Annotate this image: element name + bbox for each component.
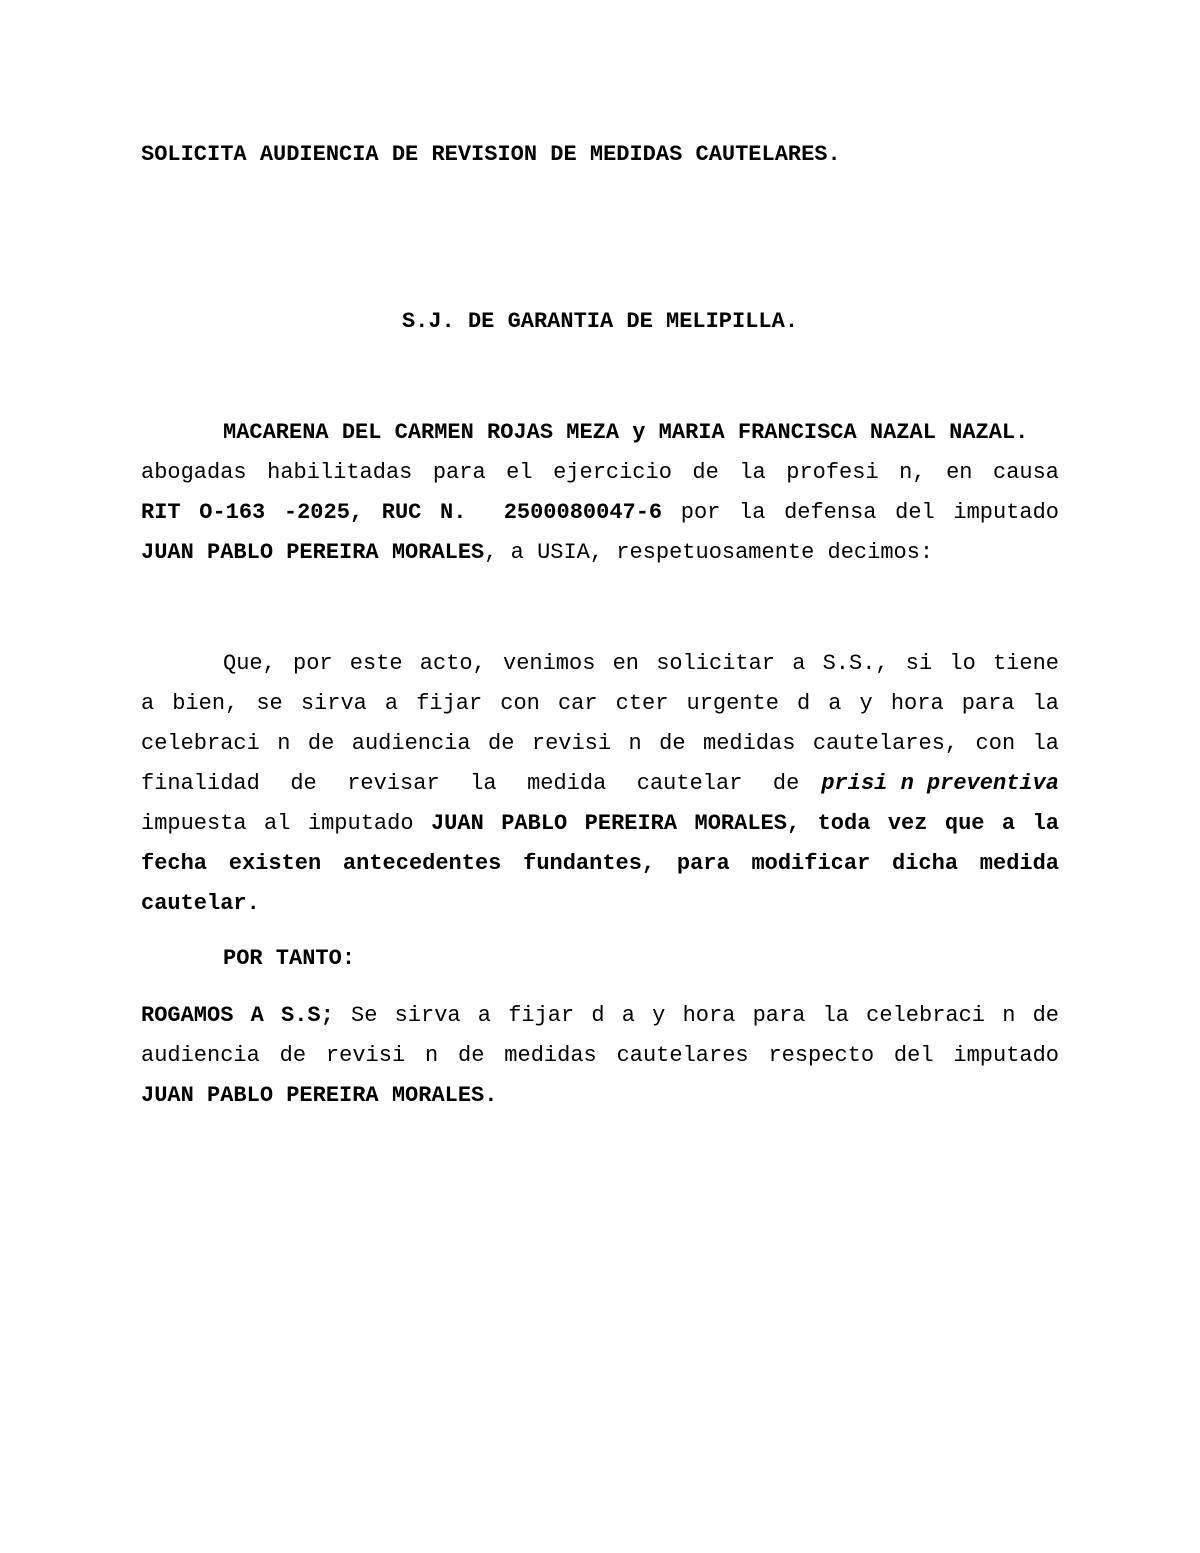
document-sumilla: SOLICITA AUDIENCIA DE REVISION DE MEDIDAS CAUTELARES. (141, 142, 841, 167)
comparecencia-line-3-rest: por la defensa del imputado (662, 500, 1059, 525)
por-tanto-heading: POR TANTO: (223, 946, 356, 971)
petitorio-line-1 (141, 1003, 1059, 1029)
body-line-2: a bien, se sirva a fijar con car cter urgente d a y hora para la (141, 691, 1059, 716)
body-line-4-word: finalidad (141, 771, 260, 796)
body-line-5 (141, 811, 1059, 837)
body-line-6: fecha existen antecedentes fundantes, para modificar dicha medida (141, 851, 1059, 876)
body-line-4-words (141, 771, 799, 797)
court-addressee: S.J. DE GARANTIA DE MELIPILLA. (401, 309, 799, 334)
case-number: RIT O-163 -2025, RUC N. 2500080047-6 (141, 500, 663, 525)
body-line-4-word: la (470, 771, 497, 796)
body-line-3: celebraci n de audiencia de revisi n de medidas cautelares, con la (141, 731, 1059, 756)
body-line-4-word: de (290, 771, 317, 796)
comparecencia-line-4 (141, 540, 1059, 566)
body-line-5-plain: impuesta al imputado (141, 811, 431, 836)
measure-name: prisi n preventiva (821, 771, 1059, 796)
body-line-1: Que, por este acto, venimos en solicitar a S.S., si lo tiene (223, 651, 1059, 676)
body-line-7: cautelar. (141, 891, 260, 916)
defendant-name: JUAN PABLO PEREIRA MORALES (141, 540, 485, 565)
body-line-4 (141, 771, 1059, 797)
petitorio-line-2: audiencia de revisi n de medidas cautelares respecto del imputado (141, 1043, 1059, 1068)
comparecencia-line-2: abogadas habilitadas para el ejercicio de la profesi n, en causa (141, 460, 1059, 485)
petitorio-line-1-rest: Se sirva a fijar d a y hora para la celebraci n de (333, 1003, 1059, 1028)
body-line-4-word: medida (527, 771, 607, 796)
body-line-4-word: de (772, 771, 800, 796)
petitorio-line-3: JUAN PABLO PEREIRA MORALES. (141, 1083, 498, 1108)
comparecencia-line-4-rest: , a USIA, respetuosamente decimos: (484, 540, 934, 565)
attorney-names: MACARENA DEL CARMEN ROJAS MEZA y MARIA FRANCISCA NAZAL NAZAL. (223, 420, 1029, 445)
petitorio-request: ROGAMOS A S.S; (141, 1003, 334, 1028)
comparecencia-line-3 (141, 500, 1059, 526)
body-line-4-word: cautelar (636, 771, 743, 796)
body-line-5-bold: JUAN PABLO PEREIRA MORALES, toda vez que a la (430, 811, 1059, 836)
body-line-4-word: revisar (347, 771, 440, 796)
